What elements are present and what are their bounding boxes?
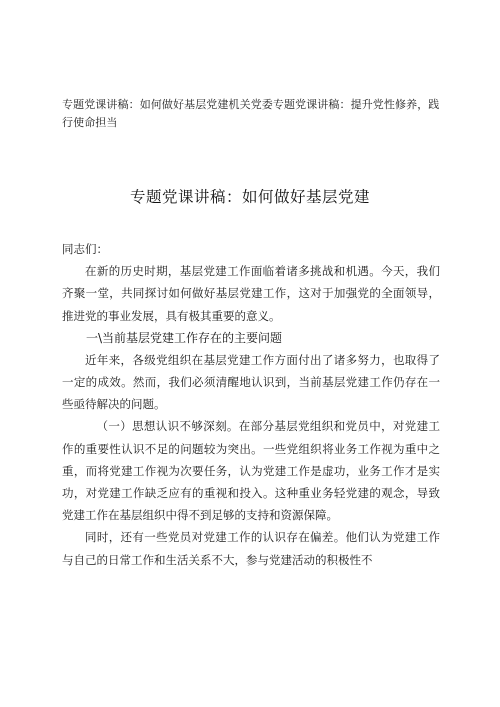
section-1-point-1-paragraph: （一）思想认识不够深刻。在部分基层党组织和党员中，对党建工作的重要性认识不足的问题较为突出。一些党组织将业务工作视为重中之重，而将党建工作视为次要任务，认为党建工作是虚功，业务工作才是实功，对党建工作缺乏应有的重视和投入。这种重业务轻党建的观念，导致党建工作在基层组织中得不到足够的支持和资源保障。 [62,419,440,523]
document-header-line: 专题党课讲稿：如何做好基层党建机关党委专题党课讲稿：提升党性修养，践行使命担当 [62,98,440,129]
section-1-point-1-continuation-paragraph: 同时，还有一些党员对党建工作的认识存在偏差。他们认为党建工作与自己的日常工作和生活关系不大，参与党建活动的积极性不 [62,530,440,567]
document-title: 专题党课讲稿：如何做好基层党建 [129,188,370,206]
section-heading-1: 一\当前基层党建工作存在的主要问题 [86,330,283,345]
greeting: 同志们： [62,242,108,256]
section-1-intro-paragraph: 近年来，各级党组织在基层党建工作方面付出了诸多努力，也取得了一定的成效。然而，我们必须清醒地认识到，当前基层党建工作仍存在一些亟待解决的问题。 [62,352,440,412]
document-body [62,238,440,571]
intro-paragraph: 在新的历史时期，基层党建工作面临着诸多挑战和机遇。今天，我们齐聚一堂，共同探讨如何做好基层党建工作，这对于加强党的全面领导，推进党的事业发展，具有极其重要的意义。 [62,264,440,323]
